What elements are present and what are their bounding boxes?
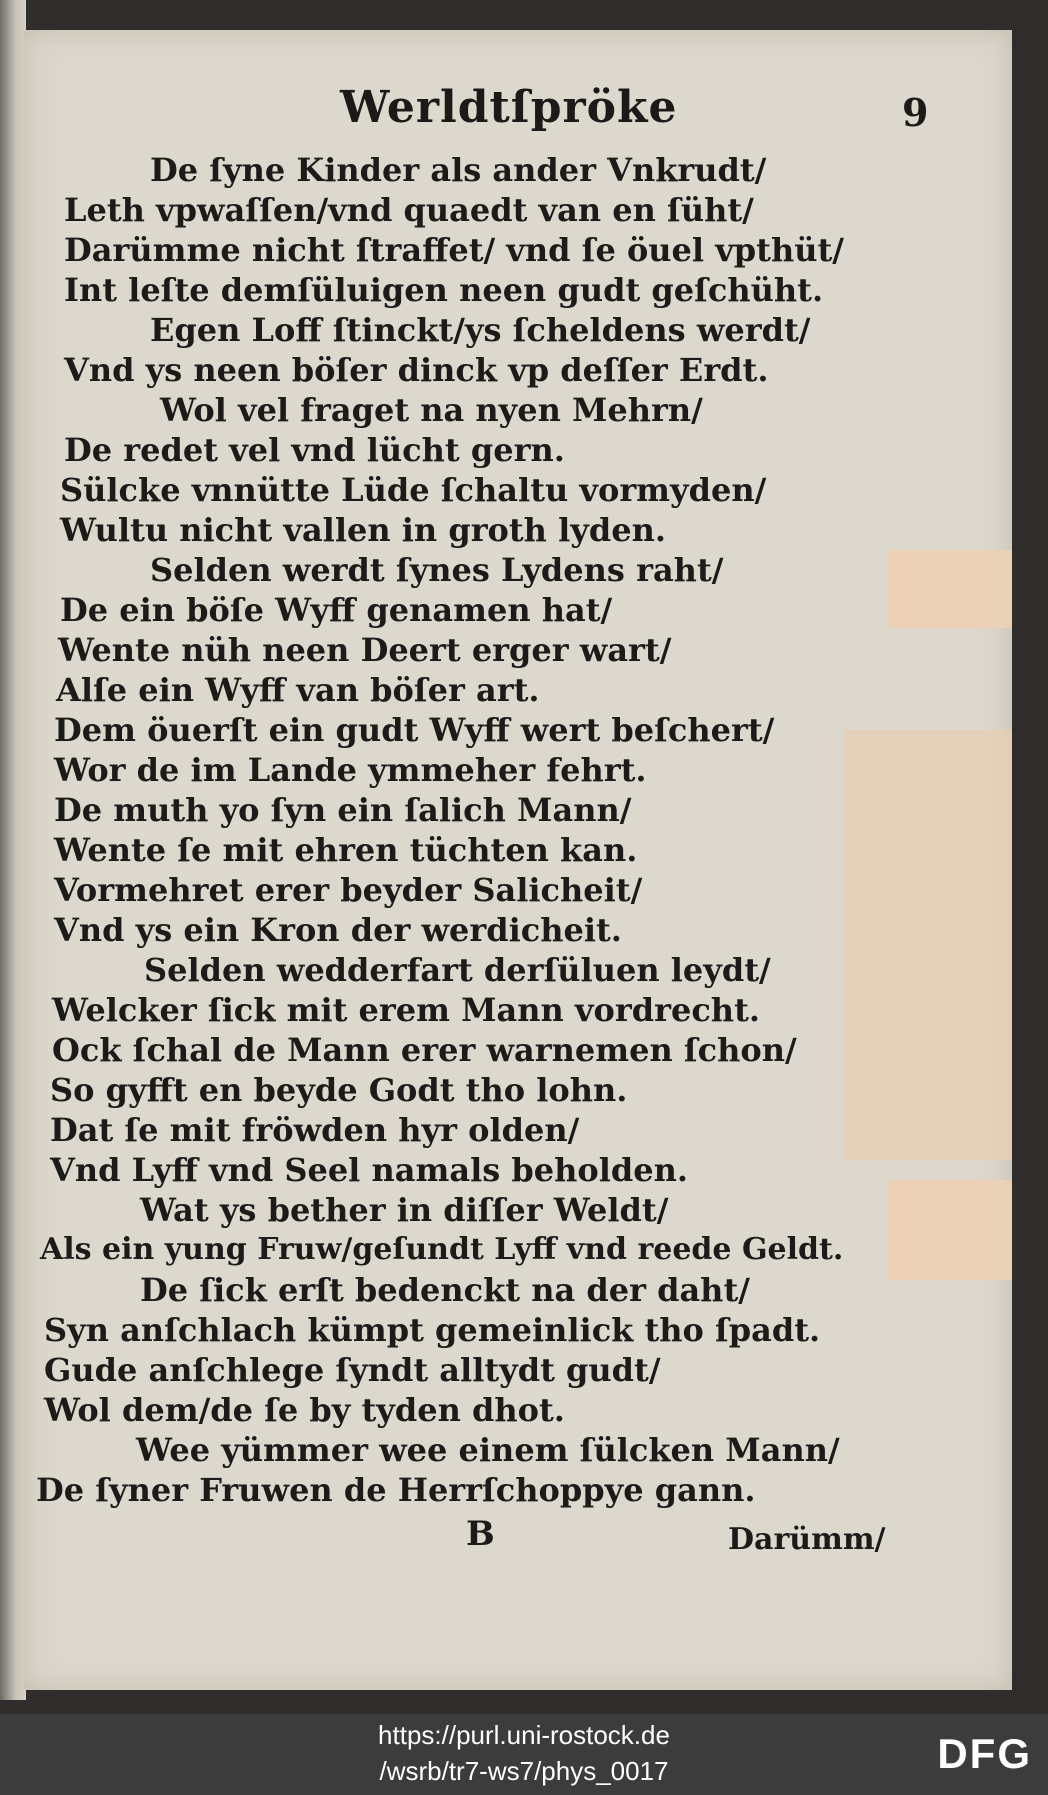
verse-line: Wultu nicht vallen in groth lyden. xyxy=(60,511,666,549)
paper-repair-patch xyxy=(888,550,1012,628)
verse-line: Wat ys bether in diſſer Weldt/ xyxy=(140,1191,669,1229)
permalink-line-1[interactable]: https://purl.uni-rostock.de xyxy=(378,1720,670,1750)
verse-line: Vormehret erer beyder Salicheit/ xyxy=(54,871,643,909)
verse-line: De muth yo ſyn ein ſalich Mann/ xyxy=(54,791,632,829)
verse-line: Ock ſchal de Mann erer warnemen ſchon/ xyxy=(52,1031,797,1069)
verse-line: De ein böſe Wyff genamen hat/ xyxy=(60,591,613,629)
verse-line: Vnd ys neen böſer dinck vp deſſer Erdt. xyxy=(64,351,769,389)
page-header xyxy=(0,78,1048,138)
verse-line: Gude anſchlege ſyndt alltydt gudt/ xyxy=(44,1351,661,1389)
verse-line: De ſyne Kinder als ander Vnkrudt/ xyxy=(150,151,767,189)
verse-line: Wente ſe mit ehren tüchten kan. xyxy=(54,831,638,869)
verse-line: Als ein yung Fruw/geſundt Lyff vnd reede Geldt. xyxy=(40,1232,844,1267)
catchword: Darümm/ xyxy=(728,1522,886,1557)
verse-line: Sülcke vnnütte Lüde ſchaltu vormyden/ xyxy=(60,471,767,509)
verse-line: Alſe ein Wyff van böſer art. xyxy=(56,671,540,709)
running-title: Werldtſpröke xyxy=(340,82,678,133)
verse-line: Dem öuerſt ein gudt Wyff wert beſchert/ xyxy=(54,711,775,749)
verse-line: De ſyner Fruwen de Herrſchoppye gann. xyxy=(36,1471,756,1509)
verse-line: Egen Loff ſtinckt/ys ſcheldens werdt/ xyxy=(150,311,811,349)
verse-line: Wente nüh neen Deert erger wart/ xyxy=(58,631,672,669)
verse-line: Wol dem/de ſe by tyden dhot. xyxy=(44,1391,565,1429)
verse-line: Vnd Lyff vnd Seel namals beholden. xyxy=(50,1151,689,1189)
verse-line: De redet vel vnd lücht gern. xyxy=(64,431,565,469)
footer-bar xyxy=(0,1714,1048,1795)
left-page-edge xyxy=(0,0,26,1700)
verse-line: Wee yümmer wee einem ſülcken Mann/ xyxy=(136,1431,840,1469)
verse-line: Vnd ys ein Kron der werdicheit. xyxy=(54,911,622,949)
verse-line: De ſick erſt bedenckt na der daht/ xyxy=(140,1271,750,1309)
verse-line: Wor de im Lande ymmeher fehrt. xyxy=(54,751,647,789)
paper-repair-patch xyxy=(888,1180,1012,1280)
verse-line: Syn anſchlach kümpt gemeinlick tho ſpadt. xyxy=(44,1311,821,1349)
verse-line: Wol vel fraget na nyen Mehrn/ xyxy=(160,391,703,429)
verse-line: Selden wedderfart derſüluen leydt/ xyxy=(144,951,771,989)
verse-line: So gyfft en beyde Godt tho lohn. xyxy=(50,1071,628,1109)
verse-line: Darümme nicht ſtraffet/ vnd ſe öuel vpthüt/ xyxy=(64,231,844,269)
permalink-line-2[interactable]: /wsrb/tr7-ws7/phys_0017 xyxy=(379,1756,669,1786)
verse-line: Int leſte demſüluigen neen gudt geſchüht. xyxy=(64,271,824,309)
verse-line: Dat ſe mit fröwden hyr olden/ xyxy=(50,1111,580,1149)
verse-line: Leth vpwaſſen/vnd quaedt van en ſüht/ xyxy=(64,191,754,229)
dfg-logo: DFG xyxy=(937,1730,1032,1777)
verse-line: Welcker ſick mit erem Mann vordrecht. xyxy=(52,991,760,1029)
paper-stain xyxy=(844,730,1012,1160)
signature-mark: B xyxy=(466,1514,495,1554)
verse-line: Selden werdt ſynes Lydens raht/ xyxy=(150,551,724,589)
page-number: 9 xyxy=(902,90,929,135)
